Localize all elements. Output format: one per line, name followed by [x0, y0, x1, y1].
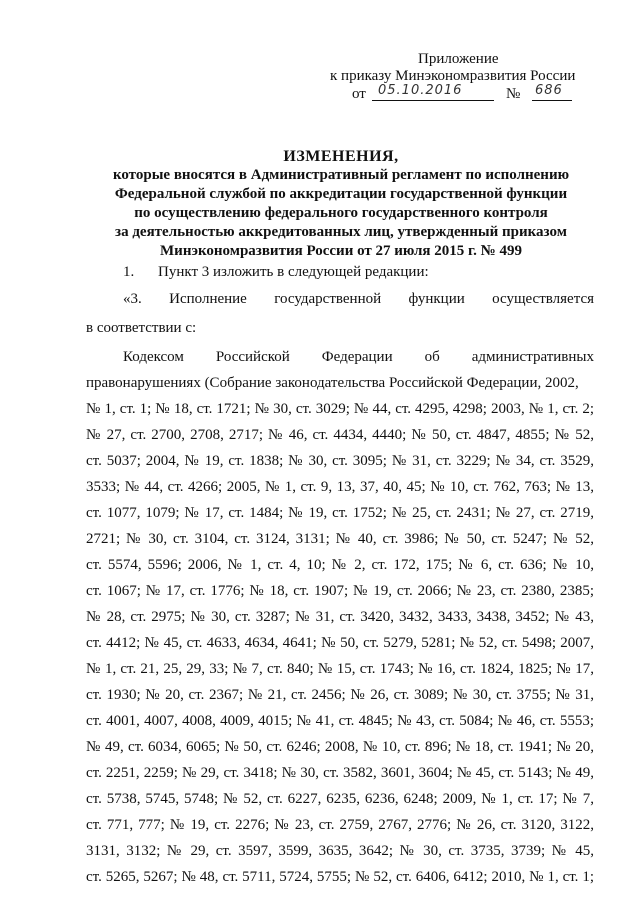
document-title-block — [86, 147, 596, 261]
codex-line: 2721; № 30, ст. 3104, ст. 3124, 3131; № 40, ст. 3986; № 50, ст. 5247; № 52, — [86, 531, 594, 547]
item-1 — [123, 264, 429, 281]
codex-line: 3533; № 44, ст. 4266; 2005, № 1, ст. 9, 13, 37, 40, 45; № 10, ст. 762, 763; № 13, — [86, 479, 594, 495]
item-1-text: Пункт 3 изложить в следующей редакции: — [158, 264, 429, 280]
codex-line: № 1, ст. 1; № 18, ст. 1721; № 30, ст. 3029; № 44, ст. 4295, 4298; 2003, № 1, ст. 2; — [86, 401, 594, 417]
codex-line: правонарушениях (Собрание законодательства Российской Федерации, 2002, — [86, 375, 579, 391]
codex-line: ст. 1077, 1079; № 17, ст. 1484; № 19, ст. 1752; № 25, ст. 2431; № 27, ст. 2719, — [86, 505, 594, 521]
date-handwritten-value: 05.10.2016 — [378, 83, 463, 98]
codex-line: ст. 2251, 2259; № 29, ст. 3418; № 30, ст. 3582, 3601, 3604; № 45, ст. 5143; № 49, — [86, 765, 594, 781]
codex-line: № 1, ст. 21, 25, 29, 33; № 7, ст. 840; № 15, ст. 1743; № 16, ст. 1824, 1825; № 17, — [86, 661, 594, 677]
codex-paragraph — [86, 344, 594, 890]
title-line: которые вносятся в Административный регламент по исполнению — [112, 167, 570, 183]
codex-line: ст. 5037; 2004, № 19, ст. 1838; № 30, ст. 3095; № 31, ст. 3229; № 34, ст. 3529, — [86, 453, 594, 469]
codex-line: ст. 4412; № 45, ст. 4633, 4634, 4641; № 50, ст. 5279, 5281; № 52, ст. 5498; 2007, — [86, 635, 594, 651]
number-handwritten-value: 686 — [535, 83, 563, 98]
item-3-line: в соответствии с: — [86, 320, 197, 336]
codex-line: № 28, ст. 2975; № 30, ст. 3287; № 31, ст. 3420, 3432, 3433, 3438, 3452; № 43, — [86, 609, 594, 625]
codex-line: ст. 5738, 5745, 5748; № 52, ст. 6227, 6235, 6236, 6248; 2009, № 1, ст. 17; № 7, — [86, 791, 594, 807]
item-3 — [86, 291, 594, 341]
codex-line: ст. 1930; № 20, ст. 2367; № 21, ст. 2456; № 26, ст. 3089; № 30, ст. 3755; № 31, — [86, 687, 594, 703]
appendix-title: Приложение — [418, 51, 499, 67]
title-line: по осуществлению федерального государственного контроля — [134, 205, 548, 221]
item-3-line: «3. Исполнение государственной функции осуществляется — [123, 291, 594, 307]
title-line: Федеральной службой по аккредитации государственной функции — [114, 186, 568, 202]
appendix-order-line: к приказу Минэкономразвития России — [330, 68, 576, 84]
date-label: от — [352, 86, 366, 102]
document-title: ИЗМЕНЕНИЯ, — [283, 148, 399, 165]
date-underline — [372, 100, 494, 101]
codex-line: ст. 1067; № 17, ст. 1776; № 18, ст. 1907; № 19, ст. 2066; № 23, ст. 2380, 2385; — [86, 583, 594, 599]
codex-line: № 49, ст. 6034, 6065; № 50, ст. 6246; 2008, № 10, ст. 896; № 18, ст. 1941; № 20, — [86, 739, 594, 755]
codex-line: ст. 771, 777; № 19, ст. 2276; № 23, ст. 2759, 2767, 2776; № 26, ст. 3120, 3122, — [86, 817, 594, 833]
codex-line: ст. 4001, 4007, 4008, 4009, 4015; № 41, ст. 4845; № 43, ст. 5084; № 46, ст. 5553; — [86, 713, 594, 729]
title-line: Минэкономразвития России от 27 июля 2015 г. № 499 — [160, 243, 522, 259]
title-line: за деятельностью аккредитованных лиц, утвержденный приказом — [115, 224, 567, 240]
codex-line: ст. 5574, 5596; 2006, № 1, ст. 4, 10; № 2, ст. 172, 175; № 6, ст. 636; № 10, — [86, 557, 594, 573]
number-underline — [532, 100, 572, 101]
codex-line: Кодексом Российской Федерации об административных — [123, 349, 594, 365]
codex-line: ст. 5265, 5267; № 48, ст. 5711, 5724, 5755; № 52, ст. 6406, 6412; 2010, № 1, ст. 1; — [86, 869, 594, 885]
codex-line: № 27, ст. 2700, 2708, 2717; № 46, ст. 4434, 4440; № 50, ст. 4847, 4855; № 52, — [86, 427, 594, 443]
item-1-number: 1. — [123, 264, 135, 280]
appendix-date-row — [352, 85, 592, 105]
number-label: № — [506, 86, 521, 102]
codex-line: 3131, 3132; № 29, ст. 3597, 3599, 3635, 3642; № 30, ст. 3735, 3739; № 45, — [86, 843, 594, 859]
